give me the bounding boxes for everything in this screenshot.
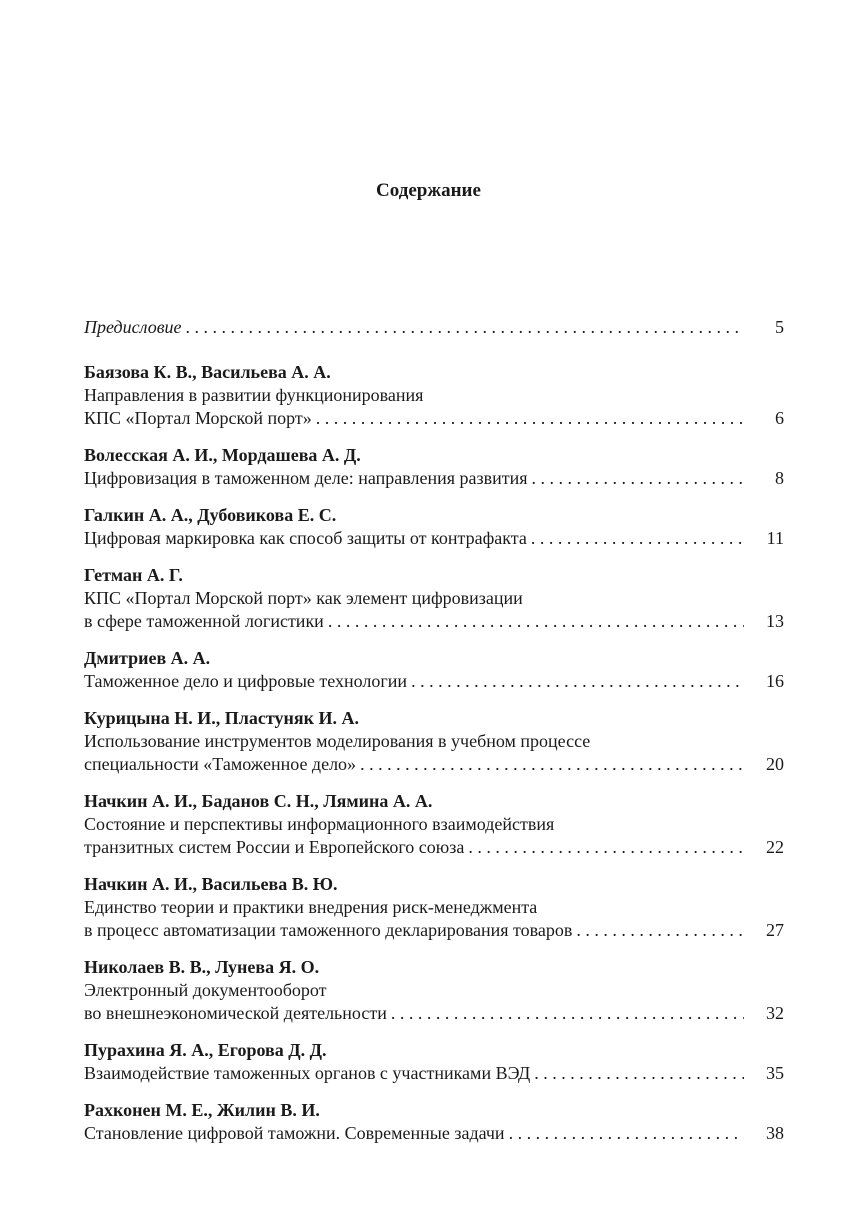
toc-entry-title-line: во внешнеэкономической деятельности (84, 1003, 387, 1023)
toc-entry-page-number: 32 (766, 1003, 784, 1023)
dot-leader (527, 527, 744, 550)
dot-leader (312, 407, 744, 430)
toc-entry-title-row (84, 753, 784, 776)
toc-entry-page-number: 20 (766, 754, 784, 774)
toc-entry-page-number: 16 (766, 671, 784, 691)
toc-entry-title-line: Становление цифровой таможни. Современные задачи (84, 1123, 505, 1143)
toc-entry-authors: Рахконен М. Е., Жилин В. И. (84, 1100, 320, 1120)
toc-entry (84, 873, 784, 942)
toc-entry-page-number: 8 (775, 468, 784, 488)
toc-entry-page-number: 11 (766, 528, 784, 548)
toc-entry (84, 1099, 784, 1145)
toc-entry (84, 956, 784, 1025)
toc-entry-title-line: Взаимодействие таможенных органов с участниками ВЭД (84, 1063, 531, 1083)
toc-entry-title-line: Цифровизация в таможенном деле: направления развития (84, 468, 528, 488)
toc-entry-title-line: Предисловие (84, 317, 182, 337)
toc-entry (84, 504, 784, 550)
toc-entry-title-line: КПС «Портал Морской порт» как элемент цифровизации (84, 588, 523, 608)
toc-entry-authors: Баязова К. В., Васильева А. А. (84, 362, 331, 382)
toc-entry-title-row (84, 407, 784, 430)
dot-leader (464, 836, 744, 859)
toc-entry-authors: Галкин А. А., Дубовикова Е. С. (84, 505, 337, 525)
dot-leader (530, 1062, 744, 1085)
toc-entry-title-line: Цифровая маркировка как способ защиты от контрафакта (84, 528, 527, 548)
toc-entry-authors: Дмитриев А. А. (84, 648, 211, 668)
toc-entry (84, 444, 784, 490)
dot-leader (356, 753, 744, 776)
table-of-contents (84, 316, 784, 1159)
toc-entry-title-line: Использование инструментов моделирования в учебном процессе (84, 731, 591, 751)
toc-entry-title-line: в процесс автоматизации таможенного декларирования товаров (84, 920, 573, 940)
toc-entry-title-row (84, 670, 784, 693)
toc-entry-page-number: 6 (775, 408, 784, 428)
toc-entry-authors: Пурахина Я. А., Егорова Д. Д. (84, 1040, 327, 1060)
toc-entry-title-line: КПС «Портал Морской порт» (84, 408, 312, 428)
toc-entry-title-row (84, 316, 784, 339)
toc-entry-title-line: Единство теории и практики внедрения риск-менеджмента (84, 897, 538, 917)
toc-entry-title-line: транзитных систем России и Европейского союза (84, 837, 465, 857)
toc-entry-authors: Начкин А. И., Васильева В. Ю. (84, 874, 338, 894)
dot-leader (572, 919, 744, 942)
toc-entry-title-row (84, 836, 784, 859)
toc-entry-title-line: специальности «Таможенное дело» (84, 754, 357, 774)
page-title: Содержание (376, 180, 481, 201)
toc-entry-authors: Гетман А. Г. (84, 565, 183, 585)
toc-entry-page-number: 27 (766, 920, 784, 940)
dot-leader (387, 1002, 744, 1025)
toc-entry (84, 1039, 784, 1085)
toc-entry-authors: Начкин А. И., Баданов С. Н., Лямина А. А. (84, 791, 433, 811)
toc-entry-authors: Курицына Н. И., Пластуняк И. А. (84, 708, 359, 728)
toc-entry (84, 316, 784, 339)
toc-entry-title-row (84, 1062, 784, 1085)
toc-entry-title-row (84, 527, 784, 550)
toc-entry (84, 647, 784, 693)
toc-entry (84, 361, 784, 430)
toc-entry-authors: Волесская А. И., Мордашева А. Д. (84, 445, 361, 465)
dot-leader (505, 1122, 744, 1145)
dot-leader (324, 610, 744, 633)
toc-entry (84, 707, 784, 776)
toc-entry-title-line: Состояние и перспективы информационного взаимодействия (84, 814, 555, 834)
toc-entry-title-row (84, 1122, 784, 1145)
toc-entry-title-row (84, 610, 784, 633)
dot-leader (528, 467, 744, 490)
toc-entry-title-row (84, 467, 784, 490)
dot-leader (407, 670, 744, 693)
toc-entry-page-number: 5 (775, 317, 784, 337)
toc-entry-authors: Николаев В. В., Лунева Я. О. (84, 957, 320, 977)
toc-entry-title-line: Направления в развитии функционирования (84, 385, 424, 405)
toc-entry-title-line: Таможенное дело и цифровые технологии (84, 671, 408, 691)
toc-entry-page-number: 13 (766, 611, 784, 631)
toc-entry (84, 564, 784, 633)
dot-leader (182, 316, 744, 339)
toc-entry-title-line: в сфере таможенной логистики (84, 611, 324, 631)
toc-entry-page-number: 38 (766, 1123, 784, 1143)
toc-entry-title-row (84, 919, 784, 942)
toc-entry (84, 790, 784, 859)
toc-entry-title-line: Электронный документооборот (84, 980, 327, 1000)
toc-entry-page-number: 22 (766, 837, 784, 857)
toc-entry-title-row (84, 1002, 784, 1025)
toc-entry-page-number: 35 (766, 1063, 784, 1083)
